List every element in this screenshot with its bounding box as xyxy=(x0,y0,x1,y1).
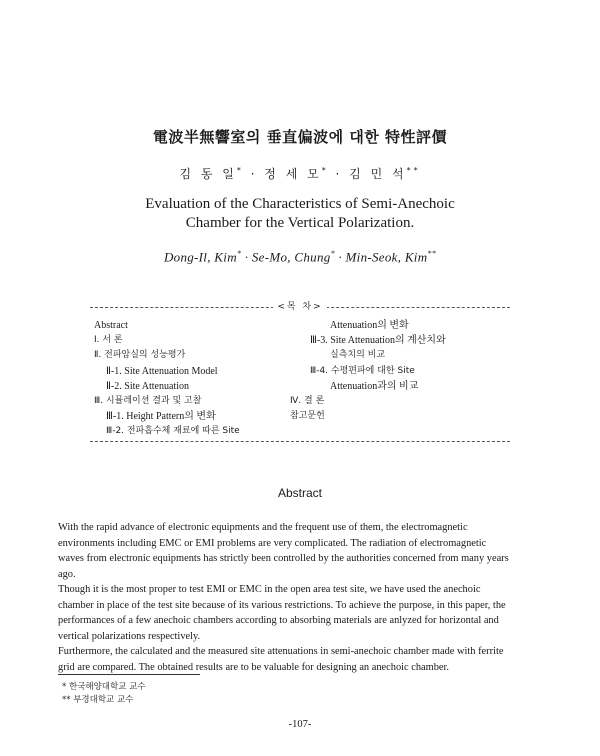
author-3-en: Min-Seok, Kim xyxy=(345,249,428,265)
abstract-heading: Abstract xyxy=(277,486,322,500)
toc-item: Ⅱ. 전파암실의 성능평가 xyxy=(94,350,186,361)
toc-item: Ⅲ-3. Site Attenuation의 계산치와 xyxy=(310,335,446,347)
abstract-paragraph-1 xyxy=(58,520,512,582)
footnote-1: * 한국해양대학교 교수 xyxy=(62,682,146,692)
author-2-en: Se-Mo, Chung xyxy=(251,249,331,265)
toc-item: Ⅳ. 결 론 xyxy=(290,396,325,407)
title-english-line-1: Evaluation of the Characteristics of Semi-Anechoic xyxy=(145,196,455,212)
title-korean: 電波半無響室의 垂直偏波에 대한 特性評價 xyxy=(152,128,448,146)
toc-left-column xyxy=(94,318,240,440)
toc-item: Ⅲ. 시뮬레이션 결과 및 고찰 xyxy=(94,396,202,407)
toc-item: Ⅱ-1. Site Attenuation Model xyxy=(106,365,218,377)
abstract-paragraph-2 xyxy=(58,582,512,644)
author-3-en-mark: ** xyxy=(427,249,437,258)
author-1-ko-mark: * xyxy=(236,166,244,175)
toc-item: Ⅲ-1. Height Pattern의 변화 xyxy=(106,411,216,423)
toc-item: Ⅰ. 서 론 xyxy=(94,335,123,346)
abstract-body xyxy=(58,520,512,675)
title-english-line-2: Chamber for the Vertical Polarization. xyxy=(185,215,415,231)
abstract-paragraph-1-text: With the rapid advance of electronic equipments and the frequent use of them, the electromagnetic environments including EMC or EMI problems are very complicated. The radiation of electromagnetic waves from electronic equipments has strictly been controlled by the authorities concerned from many years ago. xyxy=(58,522,509,580)
toc-heading xyxy=(0,299,600,312)
author-en-sep-2: · xyxy=(334,249,346,265)
author-2-ko-mark: * xyxy=(321,166,329,175)
toc-item: Attenuation의 변화 xyxy=(330,320,409,331)
author-1-en-mark: * xyxy=(236,249,242,258)
author-3-ko-mark: ** xyxy=(406,166,421,175)
abstract-paragraph-3 xyxy=(58,644,512,675)
toc-item: 참고문헌 xyxy=(290,411,325,422)
author-3-ko: 김 민 석 xyxy=(349,167,407,181)
title-english xyxy=(0,195,600,233)
author-sep-1: · xyxy=(243,167,265,181)
author-1-ko: 김 동 일 xyxy=(179,167,237,181)
author-en-sep-1: · xyxy=(241,249,252,265)
toc-item: Attenuation과의 비교 xyxy=(330,380,419,392)
page-number: -107- xyxy=(288,719,312,730)
toc-item: 실측치의 비교 xyxy=(330,350,386,361)
toc-item: Abstract xyxy=(94,320,128,331)
author-2-ko: 정 세 모 xyxy=(264,167,322,181)
author-2-en-mark: * xyxy=(330,249,335,258)
toc-item: Ⅲ-4. 수평편파에 대한 Site xyxy=(310,365,415,376)
toc-heading-label: <목 차> xyxy=(273,302,326,312)
toc-item: Ⅲ-2. 전파흡수체 재료에 따른 Site xyxy=(106,426,240,437)
author-1-en: Dong-Il, Kim xyxy=(163,249,237,265)
toc-right-column xyxy=(290,318,446,424)
authors-english xyxy=(0,249,600,265)
author-sep-2: · xyxy=(328,167,350,181)
toc-item: Ⅱ-2. Site Attenuation xyxy=(106,380,189,392)
footnotes xyxy=(62,681,146,707)
authors-korean xyxy=(0,165,600,182)
footnote-divider xyxy=(58,674,200,675)
abstract-paragraph-2-text: Though it is the most proper to test EMI or EMC in the open area test site, we have used the anechoic chamber in place of the test site because of its various restrictions. To achieve the purpose, in this paper, the performances of a few anechoic chambers according to absorbing materials are anlyzed for horizontal and vertical polarizations respectively. xyxy=(58,584,506,642)
abstract-paragraph-3-text: Furthermore, the calculated and the measured site attenuations in semi-anechoic chamber made with ferrite grid are compared. The obtained results are to be valuable for designing an anechoic chamber. xyxy=(58,646,504,673)
footnote-2: ** 부경대학교 교수 xyxy=(62,695,134,705)
